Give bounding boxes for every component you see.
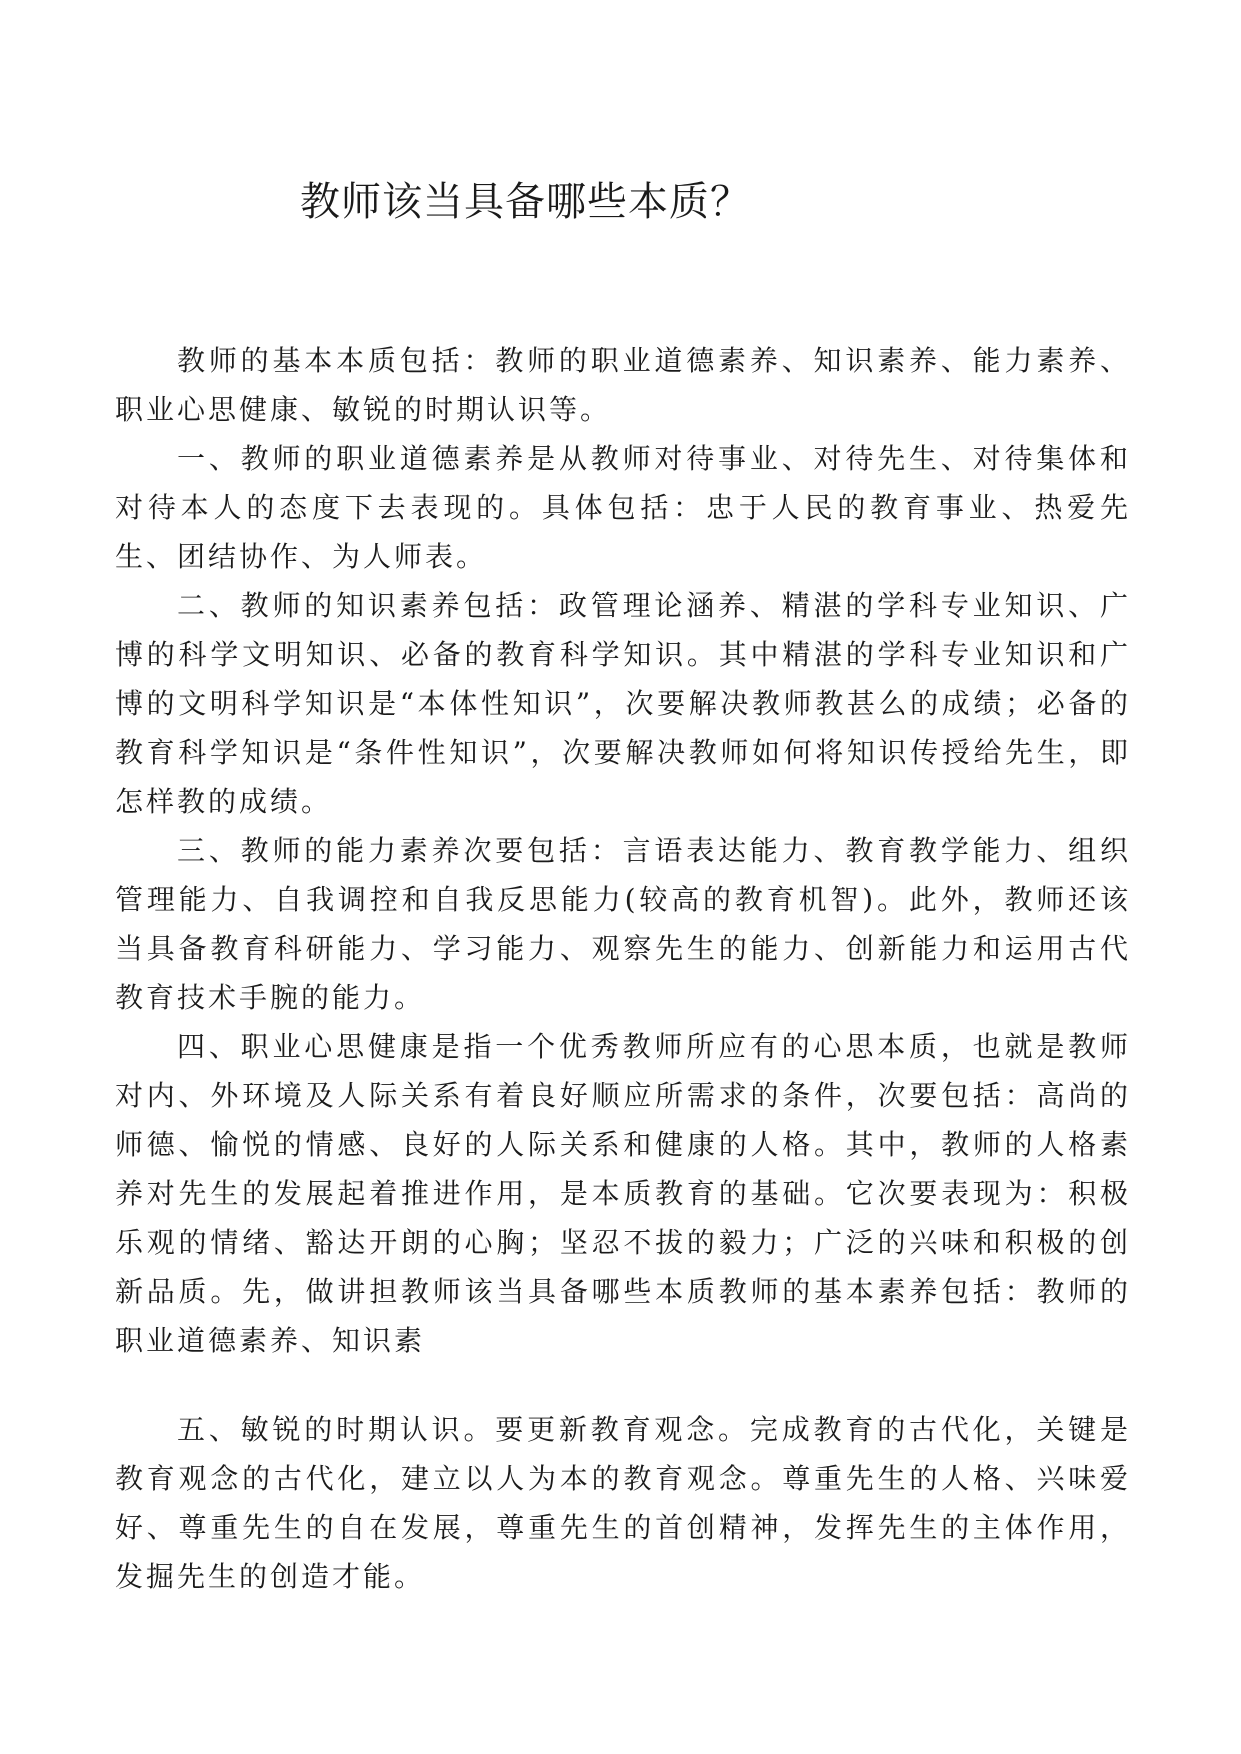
paragraph-ethics: 一、教师的职业道德素养是从教师对待事业、对待先生、对待集体和对待本人的态度下去表现的。具体包括：忠于人民的教育事业、热爱先生、团结协作、为人师表。 — [115, 442, 1131, 573]
paragraph-mental-health: 四、职业心思健康是指一个优秀教师所应有的心思本质，也就是教师对内、外环境及人际关系有着良好顺应所需求的条件，次要包括：高尚的师德、愉悦的情感、良好的人际关系和健康的人格。其中，教师的人格素养对先生的发展起着推进作用，是本质教育的基础。它次要表现为：积极乐观的情绪、豁达开朗的心胸；坚忍不拔的毅力；广泛的兴味和积极的创新品质。先，做讲担教师该当具备哪些本质教师的基本素养包括：教师的职业道德素养、知识素 — [115, 1030, 1131, 1357]
paragraph-awareness: 五、敏锐的时期认识。要更新教育观念。完成教育的古代化，关键是教育观念的古代化，建立以人为本的教育观念。尊重先生的人格、兴味爱好、尊重先生的自在发展，尊重先生的首创精神，发挥先生的主体作用，发掘先生的创造才能。 — [115, 1413, 1131, 1593]
page-title: 教师该当具备哪些本质？ — [300, 179, 751, 225]
paragraph-intro: 教师的基本本质包括：教师的职业道德素养、知识素养、能力素养、职业心思健康、敏锐的时期认识等。 — [115, 344, 1131, 426]
paragraph-ability: 三、教师的能力素养次要包括：言语表达能力、教育教学能力、组织管理能力、自我调控和自我反思能力(较高的教育机智)。此外，教师还该当具备教育科研能力、学习能力、观察先生的能力、创新能力和运用古代教育技术手腕的能力。 — [115, 834, 1131, 1014]
document-body — [115, 336, 1131, 1601]
paragraph-knowledge: 二、教师的知识素养包括：政管理论涵养、精湛的学科专业知识、广博的科学文明知识、必备的教育科学知识。其中精湛的学科专业知识和广博的文明科学知识是“本体性知识”，次要解决教师教甚么的成绩；必备的教育科学知识是“条件性知识”，次要解决教师如何将知识传授给先生，即怎样教的成绩。 — [115, 589, 1131, 818]
